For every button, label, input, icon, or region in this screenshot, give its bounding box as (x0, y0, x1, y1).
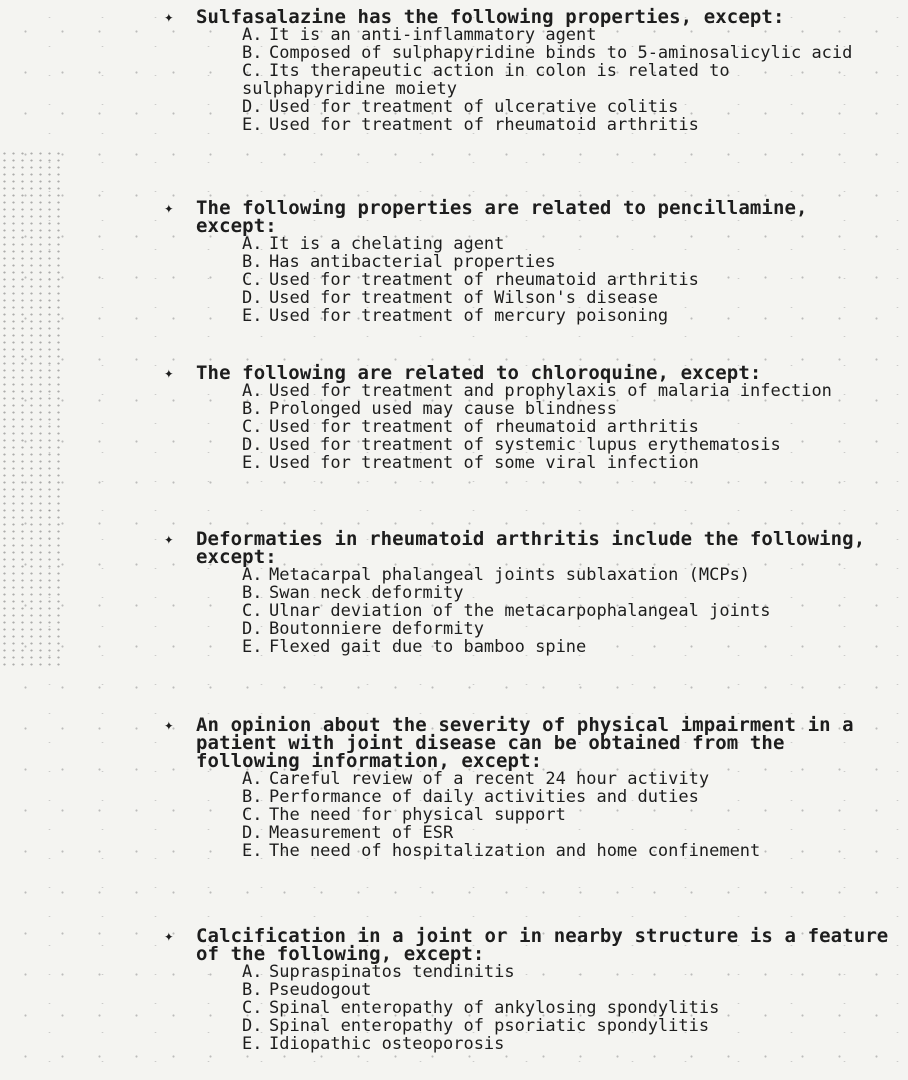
diamond-bullet-icon: ✦ (164, 198, 174, 217)
option-d: D. Boutonniere deformity (242, 619, 484, 639)
option-a: A. Careful review of a recent 24 hour activity (242, 769, 710, 789)
option-b: B. Has antibacterial properties (242, 252, 556, 272)
option-d: D. Used for treatment of Wilson's disease (242, 288, 658, 308)
option-d: D. Used for treatment of systemic lupus erythematosis (242, 435, 781, 455)
option-a: A. Metacarpal phalangeal joints sublaxation (MCPs) (242, 565, 751, 585)
option-e: E. Used for treatment of rheumatoid arthritis (242, 115, 699, 135)
option-e: E. Idiopathic osteoporosis (242, 1034, 505, 1054)
question-4 (0, 530, 908, 656)
diamond-bullet-icon: ✦ (164, 926, 174, 945)
option-b: B. Prolonged used may cause blindness (242, 399, 617, 419)
question-1 (0, 8, 908, 134)
question-stem: ✦ Calcification in a joint or in nearby structure is a feature of the following, except: (164, 925, 889, 965)
option-b: B. Swan neck deformity (242, 583, 464, 603)
option-b: B. Pseudogout (242, 980, 372, 1000)
option-e: E. Used for treatment of some viral infection (242, 453, 699, 473)
option-b: B. Performance of daily activities and duties (242, 787, 699, 807)
question-stem: ✦ Deformaties in rheumatoid arthritis include the following, except: (164, 528, 866, 568)
diamond-bullet-icon: ✦ (164, 529, 174, 548)
option-a: A. Used for treatment and prophylaxis of malaria infection (242, 381, 832, 401)
option-e: E. The need of hospitalization and home confinement (242, 841, 761, 861)
option-b: B. Composed of sulphapyridine binds to 5-aminosalicylic acid (242, 43, 853, 63)
question-stem: ✦ An opinion about the severity of physical impairment in a patient with joint disease can be obtained from the following information, except: (164, 714, 854, 772)
question-5 (0, 716, 908, 860)
question-3 (0, 364, 908, 472)
option-c: C. Used for treatment of rheumatoid arthritis (242, 270, 699, 290)
option-c: C. The need for physical support (242, 805, 566, 825)
diamond-bullet-icon: ✦ (164, 363, 174, 382)
option-c: C. Ulnar deviation of the metacarpophalangeal joints (242, 601, 771, 621)
option-c: C. Used for treatment of rheumatoid arthritis (242, 417, 699, 437)
option-c: C. Spinal enteropathy of ankylosing spondylitis (242, 998, 720, 1018)
diamond-bullet-icon: ✦ (164, 715, 174, 734)
option-a: A. It is a chelating agent (242, 234, 505, 254)
option-e: E. Used for treatment of mercury poisoning (242, 306, 669, 326)
option-e: E. Flexed gait due to bamboo spine (242, 637, 587, 657)
question-stem: ✦ The following properties are related to pencillamine, except: (164, 197, 808, 237)
question-stem: ✦ Sulfasalazine has the following properties, except: (164, 6, 785, 28)
option-d: D. Spinal enteropathy of psoriatic spondylitis (242, 1016, 710, 1036)
diamond-bullet-icon: ✦ (164, 7, 174, 26)
option-c: C. Its therapeutic action in colon is related to sulphapyridine moiety (242, 61, 740, 99)
question-2 (0, 199, 908, 325)
question-stem: ✦ The following are related to chloroquine, except: (164, 362, 762, 384)
question-6 (0, 927, 908, 1053)
option-a: A. It is an anti-inflammatory agent (242, 25, 597, 45)
option-a: A. Supraspinatos tendinitis (242, 962, 515, 982)
option-d: D. Measurement of ESR (242, 823, 454, 843)
option-d: D. Used for treatment of ulcerative colitis (242, 97, 679, 117)
